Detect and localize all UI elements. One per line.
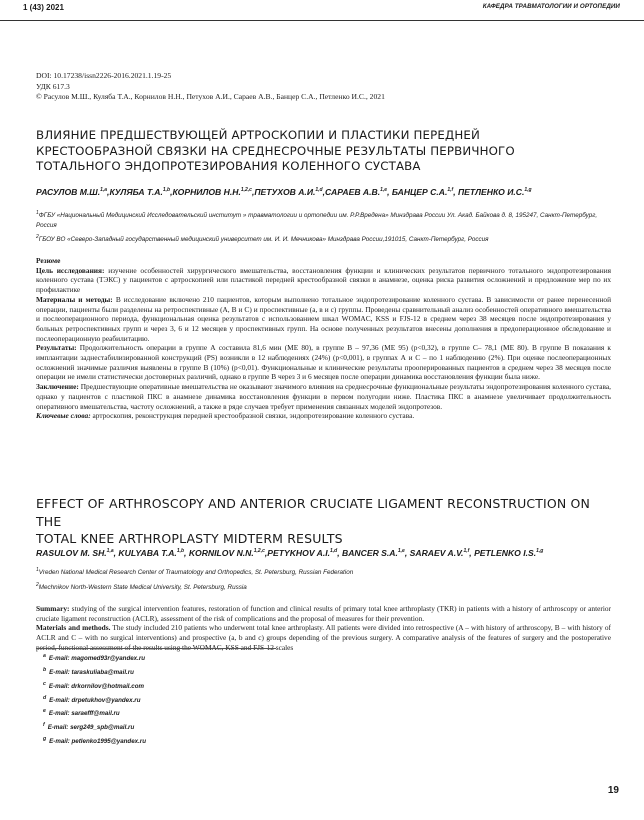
affiliations-ru <box>36 209 611 248</box>
author-name: САРАЕВ А.В. <box>325 187 381 197</box>
author-sup: 1,b <box>162 187 171 194</box>
affiliation-item: $^2$Mechnikov North-Western State Medical University, St. Petersburg, Russia <box>36 581 247 591</box>
footnote-email: $^e$ E-mail: saraefff@mail.ru <box>43 708 120 718</box>
footnote-rule <box>36 648 276 649</box>
author-sup: 1,d <box>315 187 323 194</box>
author-name: БАНЦЕР С.А. <box>391 187 448 197</box>
title-en-line: TOTAL KNEE ARTHROPLASTY MIDTERM RESULTS <box>36 531 343 546</box>
author-name: RASULOV M. SH. <box>36 548 107 558</box>
author-sup: 1,d <box>330 548 338 555</box>
doi-link[interactable]: DOI: 10.17238/issn2226-2016.2021.1.19-25 <box>36 71 172 80</box>
abstract-en <box>36 604 611 653</box>
author-sup: 1,g <box>524 187 532 194</box>
page-number: 19 <box>607 785 619 796</box>
affiliation-item: $^2$ГБОУ ВО «Северо-Западный государственный медицинский университет им. И. И. Мечникова» Минздрава России,191015, Санкт-Петербург, Россия <box>36 234 489 244</box>
abstract-conclusion: Заключение: Предшествующие оперативные вмешательства не оказывают значимого влияния на среднесрочные функциональные результаты эндопротезирования коленного сустава, однако у пациентов с пластикой ПКС в анамнезе динамика восстановления функции в первом полугодии ниже. Пластика ПКС в анамнезе увеличивает продолжительность оперативного вмешательства, частоту осложнений, а также в ряде случаев требует применения связанных моделей эндопротезов. <box>36 382 611 411</box>
footnote-email: $^f$ E-mail: serg249_spb@mail.ru <box>43 722 135 732</box>
article-meta <box>36 71 385 103</box>
author-sup: 1,e <box>397 548 405 555</box>
author-name: KULYABA T.A. <box>118 548 177 558</box>
copyright-line: © Расулов М.Ш., Куляба Т.А., Корнилов Н.Н., Петухов А.И., Сараев А.В., Банцер С.А., Петленко И.С., 2021 <box>36 92 385 101</box>
title-ru-line: ТОТАЛЬНОГО ЭНДОПРОТЕЗИРОВАНИЯ КОЛЕННОГО СУСТАВА <box>36 159 421 173</box>
footnote-email: $^d$ E-mail: drpetukhov@yandex.ru <box>43 694 141 704</box>
authors-ru: РАСУЛОВ М.Ш.$^{1,a}$,КУЛЯБА Т.А.$^{1,b}$,КОРНИЛОВ Н.Н.$^{1,2,c}$,ПЕТУХОВ А.И.$^{1,d}$,САРАЕВ А.В.$^{1,e}$, БАНЦЕР С.А.$^{1,f}$, ПЕТЛЕНКО И.С.$^{1,g}$ <box>36 187 532 197</box>
author-name: BANCER S.A. <box>342 548 398 558</box>
header-rule <box>0 20 644 21</box>
author-sup: 1,2,c <box>253 548 265 555</box>
abstract-heading: Резюме <box>36 256 61 265</box>
author-sup: 1,g <box>536 548 544 555</box>
author-sup: 1,2,c <box>240 187 252 194</box>
authors-en: RASULOV M. SH.$^{1,a}$, KULYABA T.A.$^{1,b}$, KORNILOV N.N.$^{1,2,c}$,PETYKHOV A.I.$^{1,d}$, BANCER S.A.$^{1,e}$, SARAEV A.V.$^{1,f}$, PETLENKO I.S.$^{1,g}$ <box>36 548 544 558</box>
author-sup: 1,f <box>447 187 454 194</box>
author-name: PETLENKO I.S. <box>474 548 537 558</box>
abstract-ru <box>36 256 611 421</box>
author-name: KORNILOV N.N. <box>188 548 254 558</box>
author-name: ПЕТЛЕНКО И.С. <box>457 187 525 197</box>
udk-code: УДК 617.3 <box>36 81 70 91</box>
author-name: SARAEV A.V. <box>409 548 464 558</box>
title-ru-line: ВЛИЯНИЕ ПРЕДШЕСТВУЮЩЕЙ АРТРОСКОПИИ И ПЛАСТИКИ ПЕРЕДНЕЙ <box>36 128 480 142</box>
abstract-aim: Цель исследования: изучение особенностей хирургического вмешательства, восстановления функции и клинических результатов первичного тотального эндопротезирования коленного сустава (ТЭКС) у пациентов с артроскопией или пластикой передней крестообразной связки в анамнезе, оценка риска развития осложнений и предложение мер по их профилактике <box>36 265 611 295</box>
author-name: КОРНИЛОВ Н.Н. <box>172 187 241 197</box>
footnote-email: $^a$ E-mail: magomed93r@yandex.ru <box>43 653 146 663</box>
abstract-methods: Materials and methods. The study included 210 patients who underwent total knee arthroplasty. All patients were divided into retrospective (A – with history of arthroscopy, B – with history of ACLR and C – with no surgical interventions) and prospective (a, b and c) groups depending of the previous surgery. A comparative analysis of the features of surgery and the postoperative period, functional assessment of the results using the WOMAC, KSS and FJS-12 scales <box>36 623 611 652</box>
title-ru-line: КРЕСТООБРАЗНОЙ СВЯЗКИ НА СРЕДНЕСРОЧНЫЕ РЕЗУЛЬТАТЫ ПЕРВИЧНОГО <box>36 143 515 158</box>
abstract-summary: Summary: studying of the surgical intervention features, restoration of function and clinical results of primary total knee arthroplasty (TKR) in patients with a history of arthroscopy or anterior cruciate ligament reconstruction (ACLR), assessment of the risk of complications and the proposal of measures for their prevention. <box>36 604 611 623</box>
author-sup: 1,a <box>106 548 114 555</box>
title-en <box>36 495 611 548</box>
title-ru <box>36 128 611 175</box>
title-en-line: EFFECT OF ARTHROSCOPY AND ANTERIOR CRUCIATE LIGAMENT RECONSTRUCTION ON THE <box>36 496 590 529</box>
author-sup: 1,f <box>463 548 470 555</box>
author-name: КУЛЯБА Т.А. <box>109 187 163 197</box>
abstract-results: Результаты: Продолжительность операции в группе А составила 81,6 мин (МЕ 80), в группе В – 97,36 (МЕ 95) (p<0,32), в группе С– 78,1 (МЕ 80). В группе В показания к имплантации заднестабилизированной конструкций (PS) возникли в 12 наблюдениях (24%) (p<0,001), в группах А и С – по 1 наблюдению (2%). При оценке послеоперационных осложнений значимые различия выявлены в группе В (10%) (p<0,01). Функциональные и клинические результаты прооперированных пациентов в среднем через 38 месяцев после операции не имели статистически достоверных различий, однако в группе В через 3 и 6 месяцев после операции динамика восстановления функции была ниже. <box>36 343 611 382</box>
author-name: ПЕТУХОВ А.И. <box>254 187 316 197</box>
footnote-email: $^c$ E-mail: drkornilov@hotmail.com <box>43 680 144 690</box>
abstract-methods: Материалы и методы: В исследование включено 210 пациентов, которым выполнено тотальное эндопротезирование коленного сустава. В зависимости от ранее перенесенной операции, пациенты были разделены на ретроспективные (А, В и С) и проспективные (а, в и с) группы. Проведены сравнительный анализ особенностей оперативного вмешательства и послеоперационного периода, функциональная оценка результатов с использованием шкал WOMAC, KSS и FJS-12 в среднем через 38 месяцев после эндопротезирования у больных ретроспективных групп и через 3, 6 и 12 месяцев у проспективных групп. На основе полученных результатов внесены дополнения в предоперационное обследование и послеоперационную реабилитацию. <box>36 294 612 343</box>
author-name: РАСУЛОВ М.Ш. <box>36 187 101 197</box>
author-sup: 1,e <box>380 187 388 194</box>
abstract-keywords: Ключевые слова: артроскопия, реконструкция передней крестообразной связки, эндопротезирование коленного сустава. <box>36 411 415 421</box>
department-name: КАФЕДРА ТРАВМАТОЛОГИИ И ОРТОПЕДИИ <box>482 3 620 10</box>
affiliations-en <box>36 566 611 595</box>
footnote-email: $^g$ E-mail: petlenko1995@yandex.ru <box>43 736 146 746</box>
author-sup: 1,a <box>100 187 108 194</box>
author-name: PETYKHOV A.I. <box>267 548 330 558</box>
issue-number: 1 (43) 2021 <box>23 3 64 12</box>
author-sup: 1,b <box>176 548 185 555</box>
footnotes <box>43 651 146 748</box>
footnote-email: $^b$ E-mail: taraskuliaba@mail.ru <box>43 666 134 676</box>
affiliation-item: $^1$Vreden National Medical Research Center of Traumatology and Orthopedics, St. Petersburg, Russian Federation <box>36 567 354 577</box>
affiliation-item: $^1$ФГБУ «Национальный Медицинский Исследовательский институт » травматологии и ортопедии им. Р.Р.Вредена» Минздрава России Ул. Акад. Байкова д. 8, 195247, Санкт-Петербург, Россия <box>36 210 598 229</box>
running-header <box>0 0 644 14</box>
